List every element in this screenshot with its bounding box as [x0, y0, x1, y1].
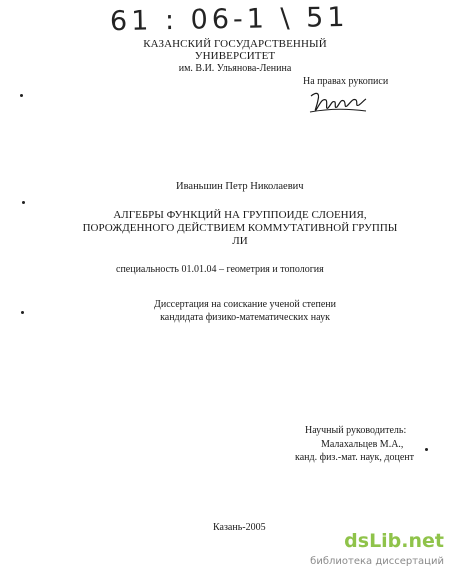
manuscript-rights-label: На правах рукописи: [303, 76, 389, 87]
degree-line: Диссертация на соискание ученой степени: [154, 299, 336, 310]
university-header: [110, 38, 360, 74]
signature-icon: [308, 90, 368, 121]
advisor-label: Научный руководитель:: [305, 425, 407, 436]
advisor-name: Малахальцев М.А.,: [321, 438, 404, 450]
archive-stamp: 61 : 06-1 \ 51: [109, 1, 349, 38]
scan-margin-dot: [20, 94, 23, 97]
author-name: Иваньшин Петр Николаевич: [176, 181, 304, 192]
scan-margin-dot: [22, 201, 25, 204]
city-year: Казань-2005: [213, 522, 266, 533]
dissertation-degree: [120, 299, 370, 324]
university-name: КАЗАНСКИЙ ГОСУДАРСТВЕННЫЙ УНИВЕРСИТЕТ: [143, 38, 327, 63]
watermark[interactable]: [310, 530, 448, 574]
watermark-caption: библиотека диссертаций: [310, 556, 444, 567]
university-named-after: им. В.И. Ульянова-Ленина: [178, 63, 292, 75]
advisor-degree: канд. физ.-мат. наук, доцент: [295, 452, 414, 463]
title-line: АЛГЕБРЫ ФУНКЦИЙ НА ГРУППОИДЕ СЛОЕНИЯ,: [113, 209, 367, 221]
title-line: ЛИ: [232, 234, 248, 247]
dissertation-title: [75, 209, 405, 248]
title-line: ПОРОЖДЕННОГО ДЕЙСТВИЕМ КОММУТАТИВНОЙ ГРУППЫ: [82, 221, 398, 234]
scan-margin-dot: [21, 311, 24, 314]
scan-margin-dot: [425, 448, 428, 451]
degree-line: кандидата физико-математических наук: [160, 311, 330, 323]
specialty-line: специальность 01.01.04 – геометрия и топология: [116, 264, 324, 275]
watermark-logo: dsLib.net: [344, 530, 444, 552]
scientific-advisor: [295, 424, 445, 465]
